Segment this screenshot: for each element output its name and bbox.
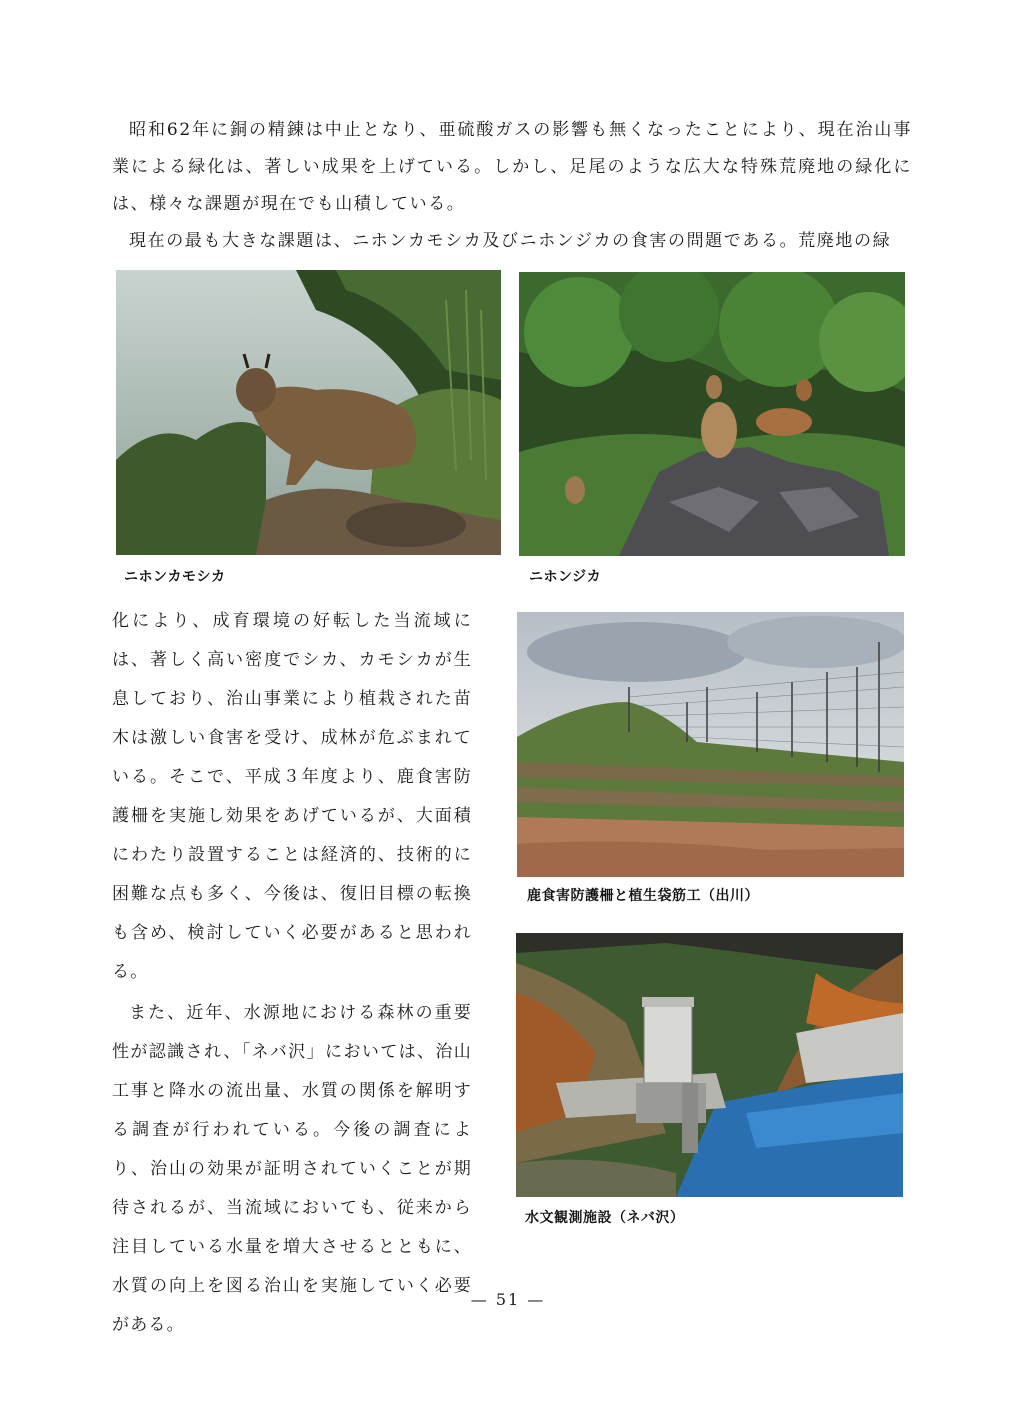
fence-caption: 鹿食害防護柵と植生袋筋工（出川）: [527, 888, 759, 904]
intro-paragraph-1: 昭和62年に銅の精錬は中止となり、亜硫酸ガスの影響も無くなったことにより、現在治山事業による緑化は、著しい成果を上げている。しかし、足尾のような広大な特殊荒廃地の緑化には、様々な課題が現在でも山積している。: [112, 120, 912, 214]
deer-photo: [519, 272, 905, 556]
station-photo: [516, 933, 903, 1197]
page-number: — 51 —: [470, 1290, 546, 1309]
station-caption: 水文観測施設（ネバ沢）: [525, 1210, 685, 1226]
body-text: [112, 602, 472, 1345]
serow-photo: [116, 270, 501, 555]
body-paragraph-1: 化により、成育環境の好転した当流域には、著しく高い密度でシカ、カモシカが生息しており、治山事業により植栽された苗木は激しい食害を受け、成林が危ぶまれている。そこで、平成３年度より、鹿食害防護柵を実施し効果をあげているが、大面積にわたり設置することは経済的、技術的に困難な点も多く、今後は、復旧目標の転換も含め、検討していく必要があると思われる。: [112, 611, 472, 982]
fence-photo: [517, 612, 904, 877]
intro-paragraph-2: 現在の最も大きな課題は、ニホンカモシカ及びニホンジカの食害の問題である。荒廃地の緑: [129, 231, 892, 251]
serow-caption: ニホンカモシカ: [124, 569, 226, 585]
deer-caption: ニホンジカ: [529, 569, 602, 585]
intro-text: [112, 112, 912, 260]
body-paragraph-2: また、近年、水源地における森林の重要性が認識され、「ネバ沢」においては、治山工事と降水の流出量、水質の関係を解明する調査が行われている。今後の調査により、治山の効果が証明されていくことが期待されるが、当流域においても、従来から注目している水量を増大させるとともに、水質の向上を図る治山を実施していく必要がある。: [112, 1003, 472, 1335]
